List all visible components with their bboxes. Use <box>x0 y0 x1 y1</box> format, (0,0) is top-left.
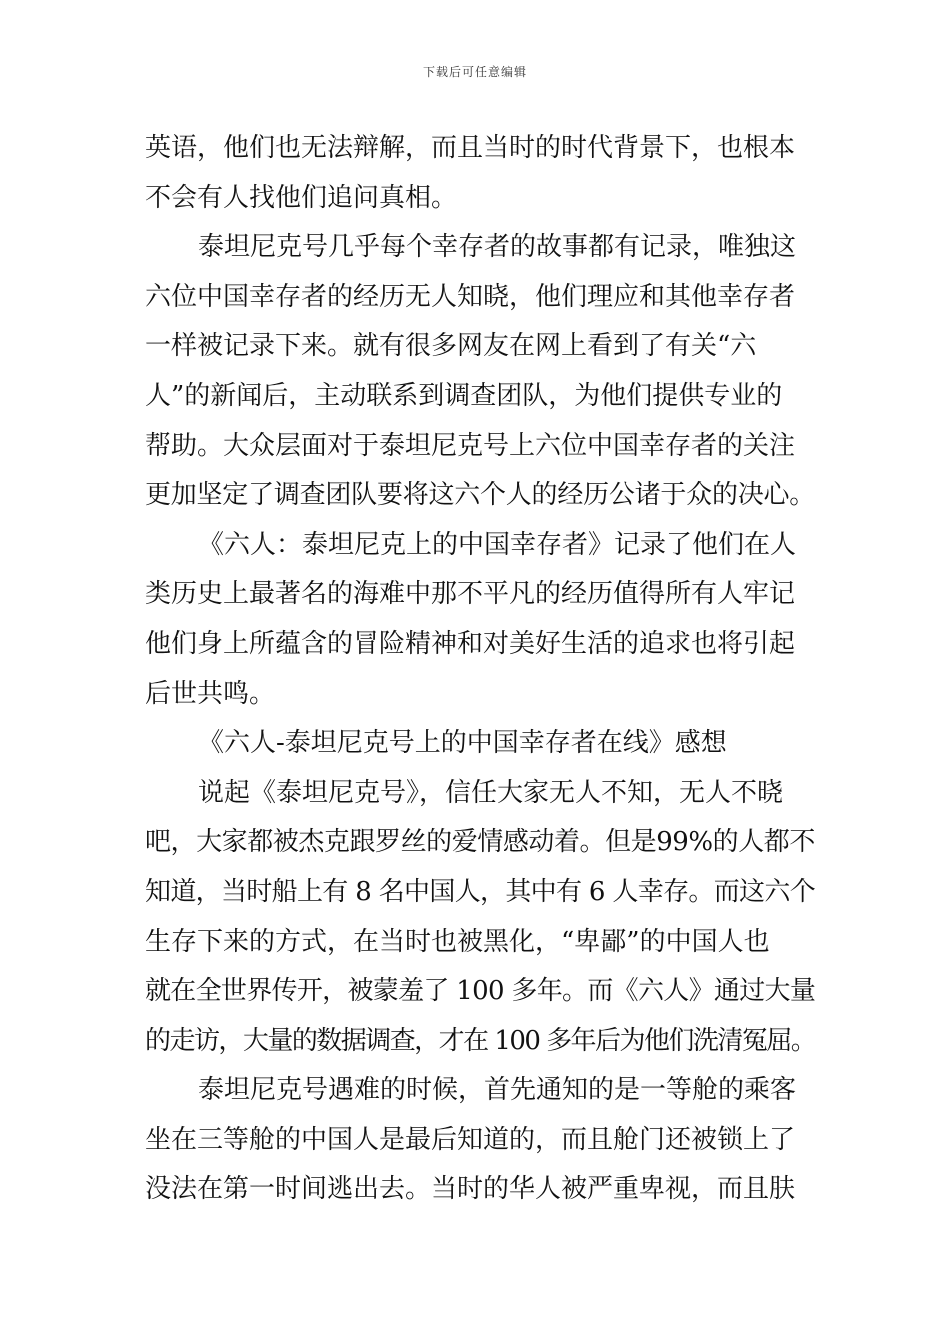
text-line: 英语，他们也无法辩解，而且当时的时代背景下，也根本 <box>145 133 796 163</box>
text-line: 后世共鸣。 <box>145 678 276 709</box>
text-line: 《六人-泰坦尼克号上的中国幸存者在线》感想 <box>198 728 727 759</box>
text-line: 生存下来的方式，在当时也被黑化，“卑鄙”的中国人也 <box>145 926 770 957</box>
text-line: 六位中国幸存者的经历无人知晓，他们理应和其他幸存者 <box>145 281 796 312</box>
text-line: 吧，大家都被杰克跟罗丝的爱情感动着。但是99%的人都不 <box>145 827 815 858</box>
text-line: 不会有人找他们追问真相。 <box>145 182 458 213</box>
text-line: 更加坚定了调查团队要将这六个人的经历公诸于众的决心。 <box>145 480 815 511</box>
text-line: 他们身上所蕴含的冒险精神和对美好生活的追求也将引起 <box>145 628 796 659</box>
text-line: 的走访，大量的数据调查，才在 100 多年后为他们洗清冤屈。 <box>145 1025 815 1056</box>
text-line: 说起《泰坦尼克号》，信任大家无人不知，无人不晓 <box>198 777 784 808</box>
text-line: 一样被记录下来。就有很多网友在网上看到了有关“六 <box>145 331 757 362</box>
document-body <box>145 124 815 1215</box>
text-line: 人”的新闻后，主动联系到调查团队，为他们提供专业的 <box>145 380 783 411</box>
text-line: 坐在三等舱的中国人是最后知道的，而且舱门还被锁上了 <box>145 1124 796 1155</box>
text-line: 类历史上最著名的海难中那不平凡的经历值得所有人牢记 <box>145 579 796 610</box>
text-line: 泰坦尼克号遇难的时候，首先通知的是一等舱的乘客 <box>198 1075 797 1106</box>
text-line: 《六人：泰坦尼克上的中国幸存者》记录了他们在人 <box>198 529 797 560</box>
page-header: 下载后可任意编辑 <box>422 65 527 79</box>
text-line: 知道，当时船上有 8 名中国人，其中有 6 人幸存。而这六个 <box>145 876 815 907</box>
text-line: 泰坦尼克号几乎每个幸存者的故事都有记录，唯独这 <box>198 232 797 263</box>
text-line: 没法在第一时间逃出去。当时的华人被严重卑视，而且肤 <box>145 1174 796 1205</box>
text-line: 帮助。大众层面对于泰坦尼克号上六位中国幸存者的关注 <box>145 430 796 461</box>
text-line: 就在全世界传开，被蒙羞了 100 多年。而《六人》通过大量 <box>145 976 815 1007</box>
